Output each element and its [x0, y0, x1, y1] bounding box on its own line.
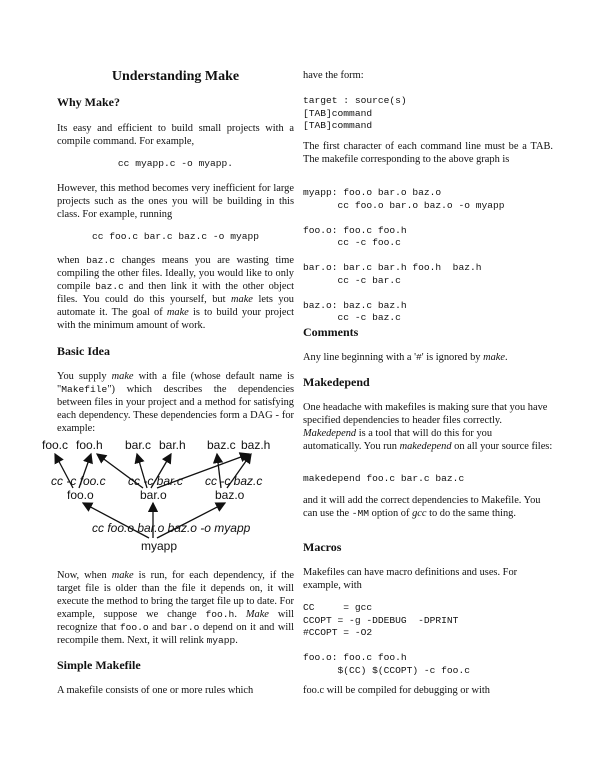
makefile-example: myapp: foo.o bar.o baz.o cc foo.o bar.o baz.o -o myapp foo.o: foo.c foo.h cc -c foo.c bar.o: bar.c bar.h foo.h baz.h cc -c bar.c baz.o: baz.c baz.h cc -c baz.c: [303, 187, 505, 323]
dag-object-bar-o: bar.o: [140, 488, 167, 502]
dag-object-foo-o: foo.o: [67, 488, 94, 502]
dag-source-baz-c: baz.c: [207, 438, 236, 452]
rule-form-code: target : source(s) [TAB]command [TAB]command: [303, 95, 407, 131]
dag-object-baz-o: baz.o: [215, 488, 245, 502]
makedepend-paragraph: One headache with makefiles is making sure that you have specified dependencies to header files correctly. Makedepend is a tool that will do this for you automatically. You run makedepend on all your source files:: [303, 402, 553, 452]
form-intro: have the form:: [303, 70, 364, 81]
page-title: Understanding Make: [111, 69, 240, 84]
makedepend-paragraph-2: and it will add the correct dependencies to Makefile. You can use the -MM option of gcc to do the same thing.: [303, 495, 541, 519]
dag-link-cmd: cc foo.o bar.o baz.o -o myapp: [92, 521, 251, 535]
basic-paragraph: You supply make with a file (whose default name is "Makefile") which describes the dependencies between files in your project and a method for satisfying each dependency. These dependencies form a DAG - for example:: [57, 371, 294, 434]
after-dag-paragraph: Now, when make is run, for each dependency, if the target file is older than the file it depends on, it will execute the method to bring the target file up to date. For example, suppose we change foo.h. Make will recognize that foo.o and bar.o depend on it and will recompile them. Next, it will relink myapp.: [57, 570, 295, 646]
dag-source-bar-c: bar.c: [125, 438, 152, 452]
dag-cmd-foo: cc -c foo.c: [51, 474, 106, 488]
comments-paragraph: Any line beginning with a '#' is ignored by make.: [303, 352, 508, 363]
heading-comments: Comments: [303, 325, 359, 339]
makedepend-command: makedepend foo.c bar.c baz.c: [303, 473, 465, 484]
heading-why-make: Why Make?: [57, 95, 120, 109]
heading-makedepend: Makedepend: [303, 375, 370, 389]
dag-cmd-bar: cc -c bar.c: [128, 474, 183, 488]
command-example-2: cc foo.c bar.c baz.c -o myapp: [92, 231, 259, 242]
heading-simple-makefile: Simple Makefile: [57, 658, 141, 672]
dag-source-foo-c: foo.c: [42, 438, 69, 452]
why-paragraph-1: Its easy and efficient to build small projects with a compile command. For example,: [57, 123, 294, 147]
macros-paragraph: Makefiles can have macro definitions and uses. For example, with: [303, 567, 518, 591]
dag-source-baz-h: baz.h: [241, 438, 271, 452]
why-paragraph-2: However, this method becomes very inefficient for large projects such as the ones you will be building in this class. For example, running: [57, 183, 294, 220]
dag-cmd-baz: cc -c baz.c: [205, 474, 263, 488]
dependency-dag-diagram: [37, 432, 297, 562]
heading-macros: Macros: [303, 540, 342, 554]
simple-makefile-paragraph: A makefile consists of one or more rules which: [57, 685, 254, 696]
dag-source-bar-h: bar.h: [159, 438, 186, 452]
tab-paragraph: The first character of each command line must be a TAB. The makefile corresponding to the above graph is: [303, 141, 553, 165]
macros-tail: foo.c will be compiled for debugging or with: [303, 685, 490, 696]
command-example-1: cc myapp.c -o myapp.: [117, 158, 234, 169]
heading-basic-idea: Basic Idea: [57, 344, 111, 358]
dag-source-foo-h: foo.h: [76, 438, 103, 452]
why-paragraph-3: when baz.c changes means you are wasting time compiling the other files. Ideally, you would like to only compile baz.c and then link it with the other object files. You could do this yourself, but make lets you automate it. The goal of make is to build your project with the minimum amount of work.: [57, 255, 294, 331]
dag-target-myapp: myapp: [141, 539, 178, 553]
macros-code: CC = gcc CCOPT = -g -DDEBUG -DPRINT #CCOPT = -O2 foo.o: foo.c foo.h $(CC) $(CCOPT) -c foo.c: [303, 602, 470, 676]
